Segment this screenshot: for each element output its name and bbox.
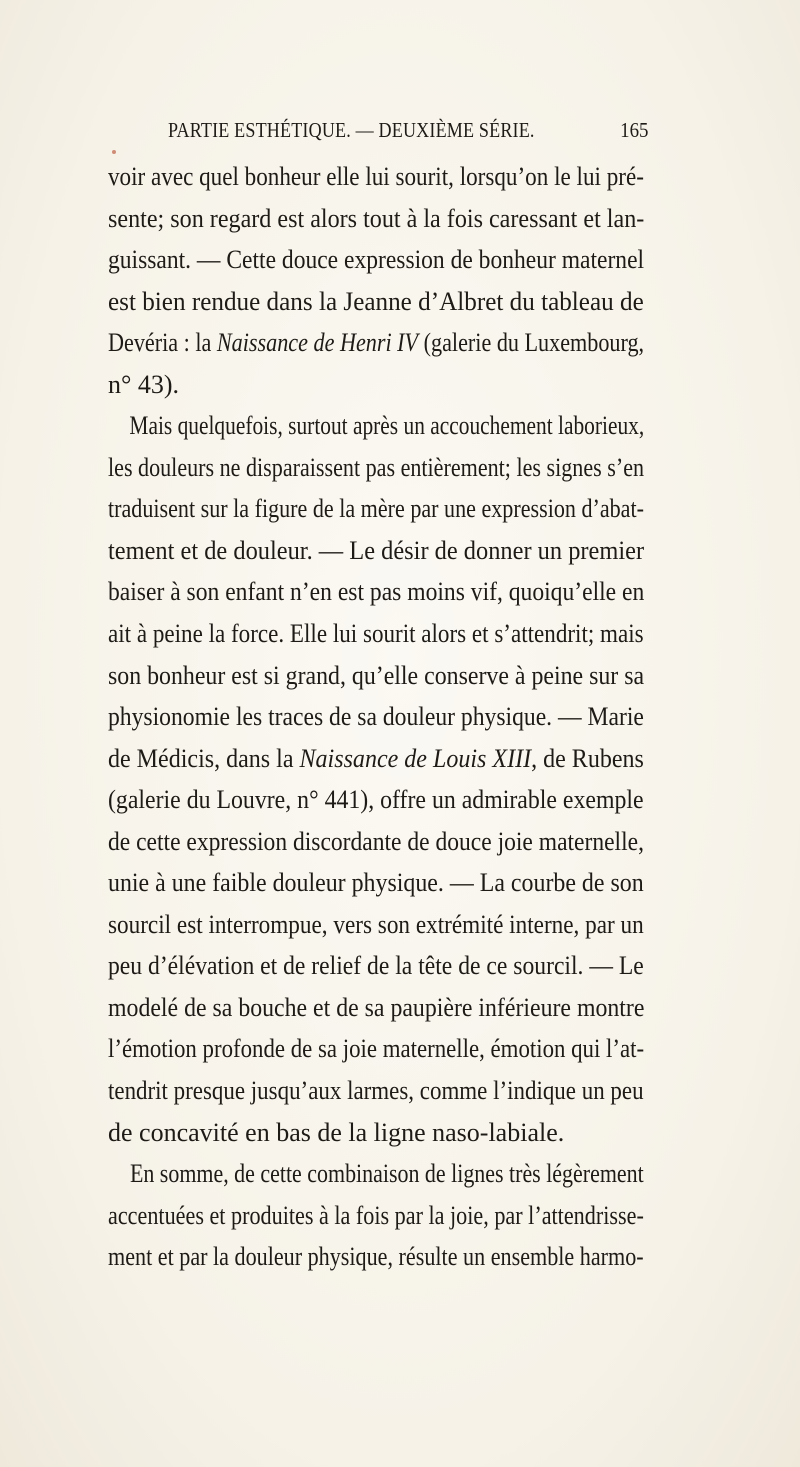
text-line: baiser à son enfant n’en est pas moins vif, quoiqu’elle en (108, 577, 645, 607)
text-run: , de Rubens (531, 743, 644, 773)
text-line: son bonheur est si grand, qu’elle conserve à peine sur sa (108, 660, 645, 690)
text-line: En somme, de cette combinaison de lignes très légèrement (129, 1159, 644, 1189)
text-line (108, 322, 645, 364)
text-line: voir avec quel bonheur elle lui sourit, lorsqu’on le lui pré- (108, 162, 644, 191)
page-number: 165 (619, 118, 648, 142)
text-line: unie à une faible douleur physique. — La courbe de son (108, 868, 644, 898)
running-head: PARTIE ESTHÉTIQUE. — DEUXIÈME SÉRIE. (168, 118, 535, 142)
text-line: de concavité en bas de la ligne naso-labiale. (108, 1117, 565, 1147)
text-run: Devéria : la (108, 328, 217, 358)
text-run: (galerie du Luxembourg, (418, 328, 645, 358)
text-line: modelé de sa bouche et de sa paupière inférieure montre (108, 992, 645, 1022)
text-line: traduisent sur la figure de la mère par une expression d’abat- (108, 494, 644, 524)
text-line: les douleurs ne disparaissent pas entièrement; les signes s’en (108, 452, 645, 482)
text-line: tement et de douleur. — Le désir de donner un premier (108, 535, 645, 565)
text-line: de cette expression discordante de douce joie maternelle, (108, 826, 644, 856)
text-line: n° 43). (108, 369, 180, 399)
text-line: sourcil est interrompue, vers son extrémité interne, par un (108, 909, 644, 939)
body-text (108, 156, 644, 1278)
text-line: physionomie les traces de sa douleur physique. — Marie (108, 702, 644, 732)
page-header (108, 112, 648, 148)
text-line (108, 738, 644, 780)
text-line: (galerie du Louvre, n° 441), offre un admirable exemple (108, 785, 644, 815)
text-line: guissant. — Cette douce expression de bonheur maternel (108, 245, 645, 275)
text-line: peu d’élévation et de relief de la tête de ce sourcil. — Le (108, 951, 644, 981)
artwork-title: Naissance de Henri IV (216, 328, 419, 358)
text-line: Mais quelquefois, surtout après un accouchement laborieux, (129, 411, 645, 441)
text-line: ment et par la douleur physique, résulte un ensemble harmo- (108, 1242, 644, 1272)
ink-fleck (112, 150, 116, 154)
text-line: ait à peine la force. Elle lui sourit alors et s’attendrit; mais (108, 619, 644, 649)
text-run: de Médicis, dans la (108, 743, 300, 773)
text-line: sente; son regard est alors tout à la fois caressant et lan- (108, 203, 645, 233)
text-line: tendrit presque jusqu’aux larmes, comme l’indique un peu (108, 1076, 644, 1106)
text-line: l’émotion profonde de sa joie maternelle, émotion qui l’at- (108, 1034, 645, 1064)
text-line: accentuées et produites à la fois par la joie, par l’attendrisse- (108, 1200, 644, 1230)
artwork-title: Naissance de Louis XIII (299, 743, 532, 773)
text-line: est bien rendue dans la Jeanne d’Albret du tableau de (108, 286, 644, 316)
